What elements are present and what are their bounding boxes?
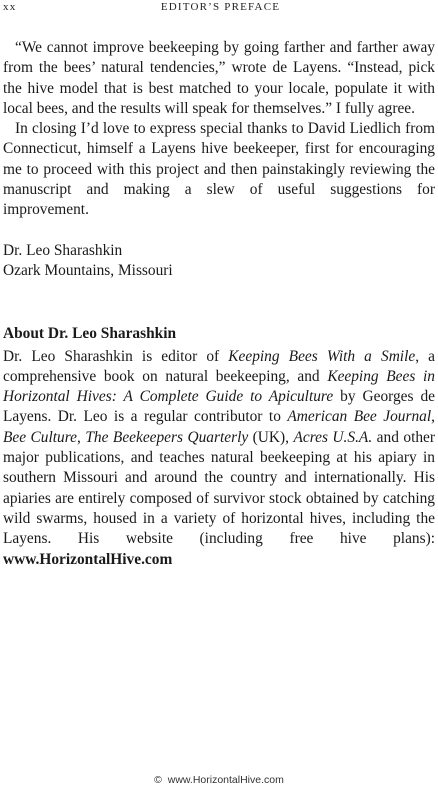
about-text: and other major publications, and teaches natural beekeeping at his apiary in southern Missouri and around the country and internationally. His apiaries are entirely composed of survivor stock obtained by catching wild swarms, housed in a variety of horizontal hives, including the Layens. His website (including free hive plans): (3, 428, 435, 548)
about-heading: About Dr. Leo Sharashkin (3, 325, 177, 343)
footer-site-link[interactable]: www.HorizontalHive.com (167, 774, 284, 786)
running-header (3, 1, 438, 17)
publication-title: The Beekeepers Quarterly (85, 428, 249, 446)
about-text: , (431, 408, 435, 426)
publication-title: American Bee Journal (287, 408, 432, 426)
signature-block (3, 241, 435, 282)
book-title: Keeping Bees With a Smile (228, 347, 416, 365)
book-title: Keeping Bees in Horizontal Hives: A Complete Guide to Apiculture (3, 367, 435, 406)
about-text: , (77, 428, 86, 446)
page-number: xx (3, 1, 17, 13)
about-text: by Georges de Layens. Dr. Leo is a regular contributor to (3, 388, 435, 426)
signature-location: Ozark Mountains, Missouri (3, 261, 173, 279)
website-link[interactable]: www.HorizontalHive.com (3, 550, 173, 568)
copyright-symbol: © (154, 774, 162, 786)
signature-name: Dr. Leo Sharashkin (3, 241, 123, 259)
body-text (3, 38, 435, 570)
about-text: (UK), (248, 428, 294, 446)
publication-title: Bee Culture (3, 428, 78, 446)
about-paragraph (3, 347, 435, 570)
page-footer (0, 774, 438, 786)
publication-title: Acres U.S.A. (293, 428, 373, 446)
about-text: , a comprehensive book on natural beekeeping, and (3, 347, 436, 385)
about-text: Dr. Leo Sharashkin is editor of (3, 347, 229, 365)
thanks-paragraph: In closing I’d love to express special thanks to David Liedlich from Connecticut, himself a Layens hive beekeeper, first for encouraging me to proceed with this project and then painstakingly reviewing the manuscript and making a slew of useful suggestions for improvement. (3, 120, 435, 219)
about-author-section (3, 324, 435, 570)
quote-paragraph: “We cannot improve beekeeping by going farther and farther away from the bees’ natural tendencies,” wrote de Layens. “Instead, pick the hive model that is best matched to your locale, populate it with local bees, and the results will speak for themselves.” I fully agree. (3, 39, 435, 117)
running-title: EDITOR’S PREFACE (160, 1, 281, 13)
